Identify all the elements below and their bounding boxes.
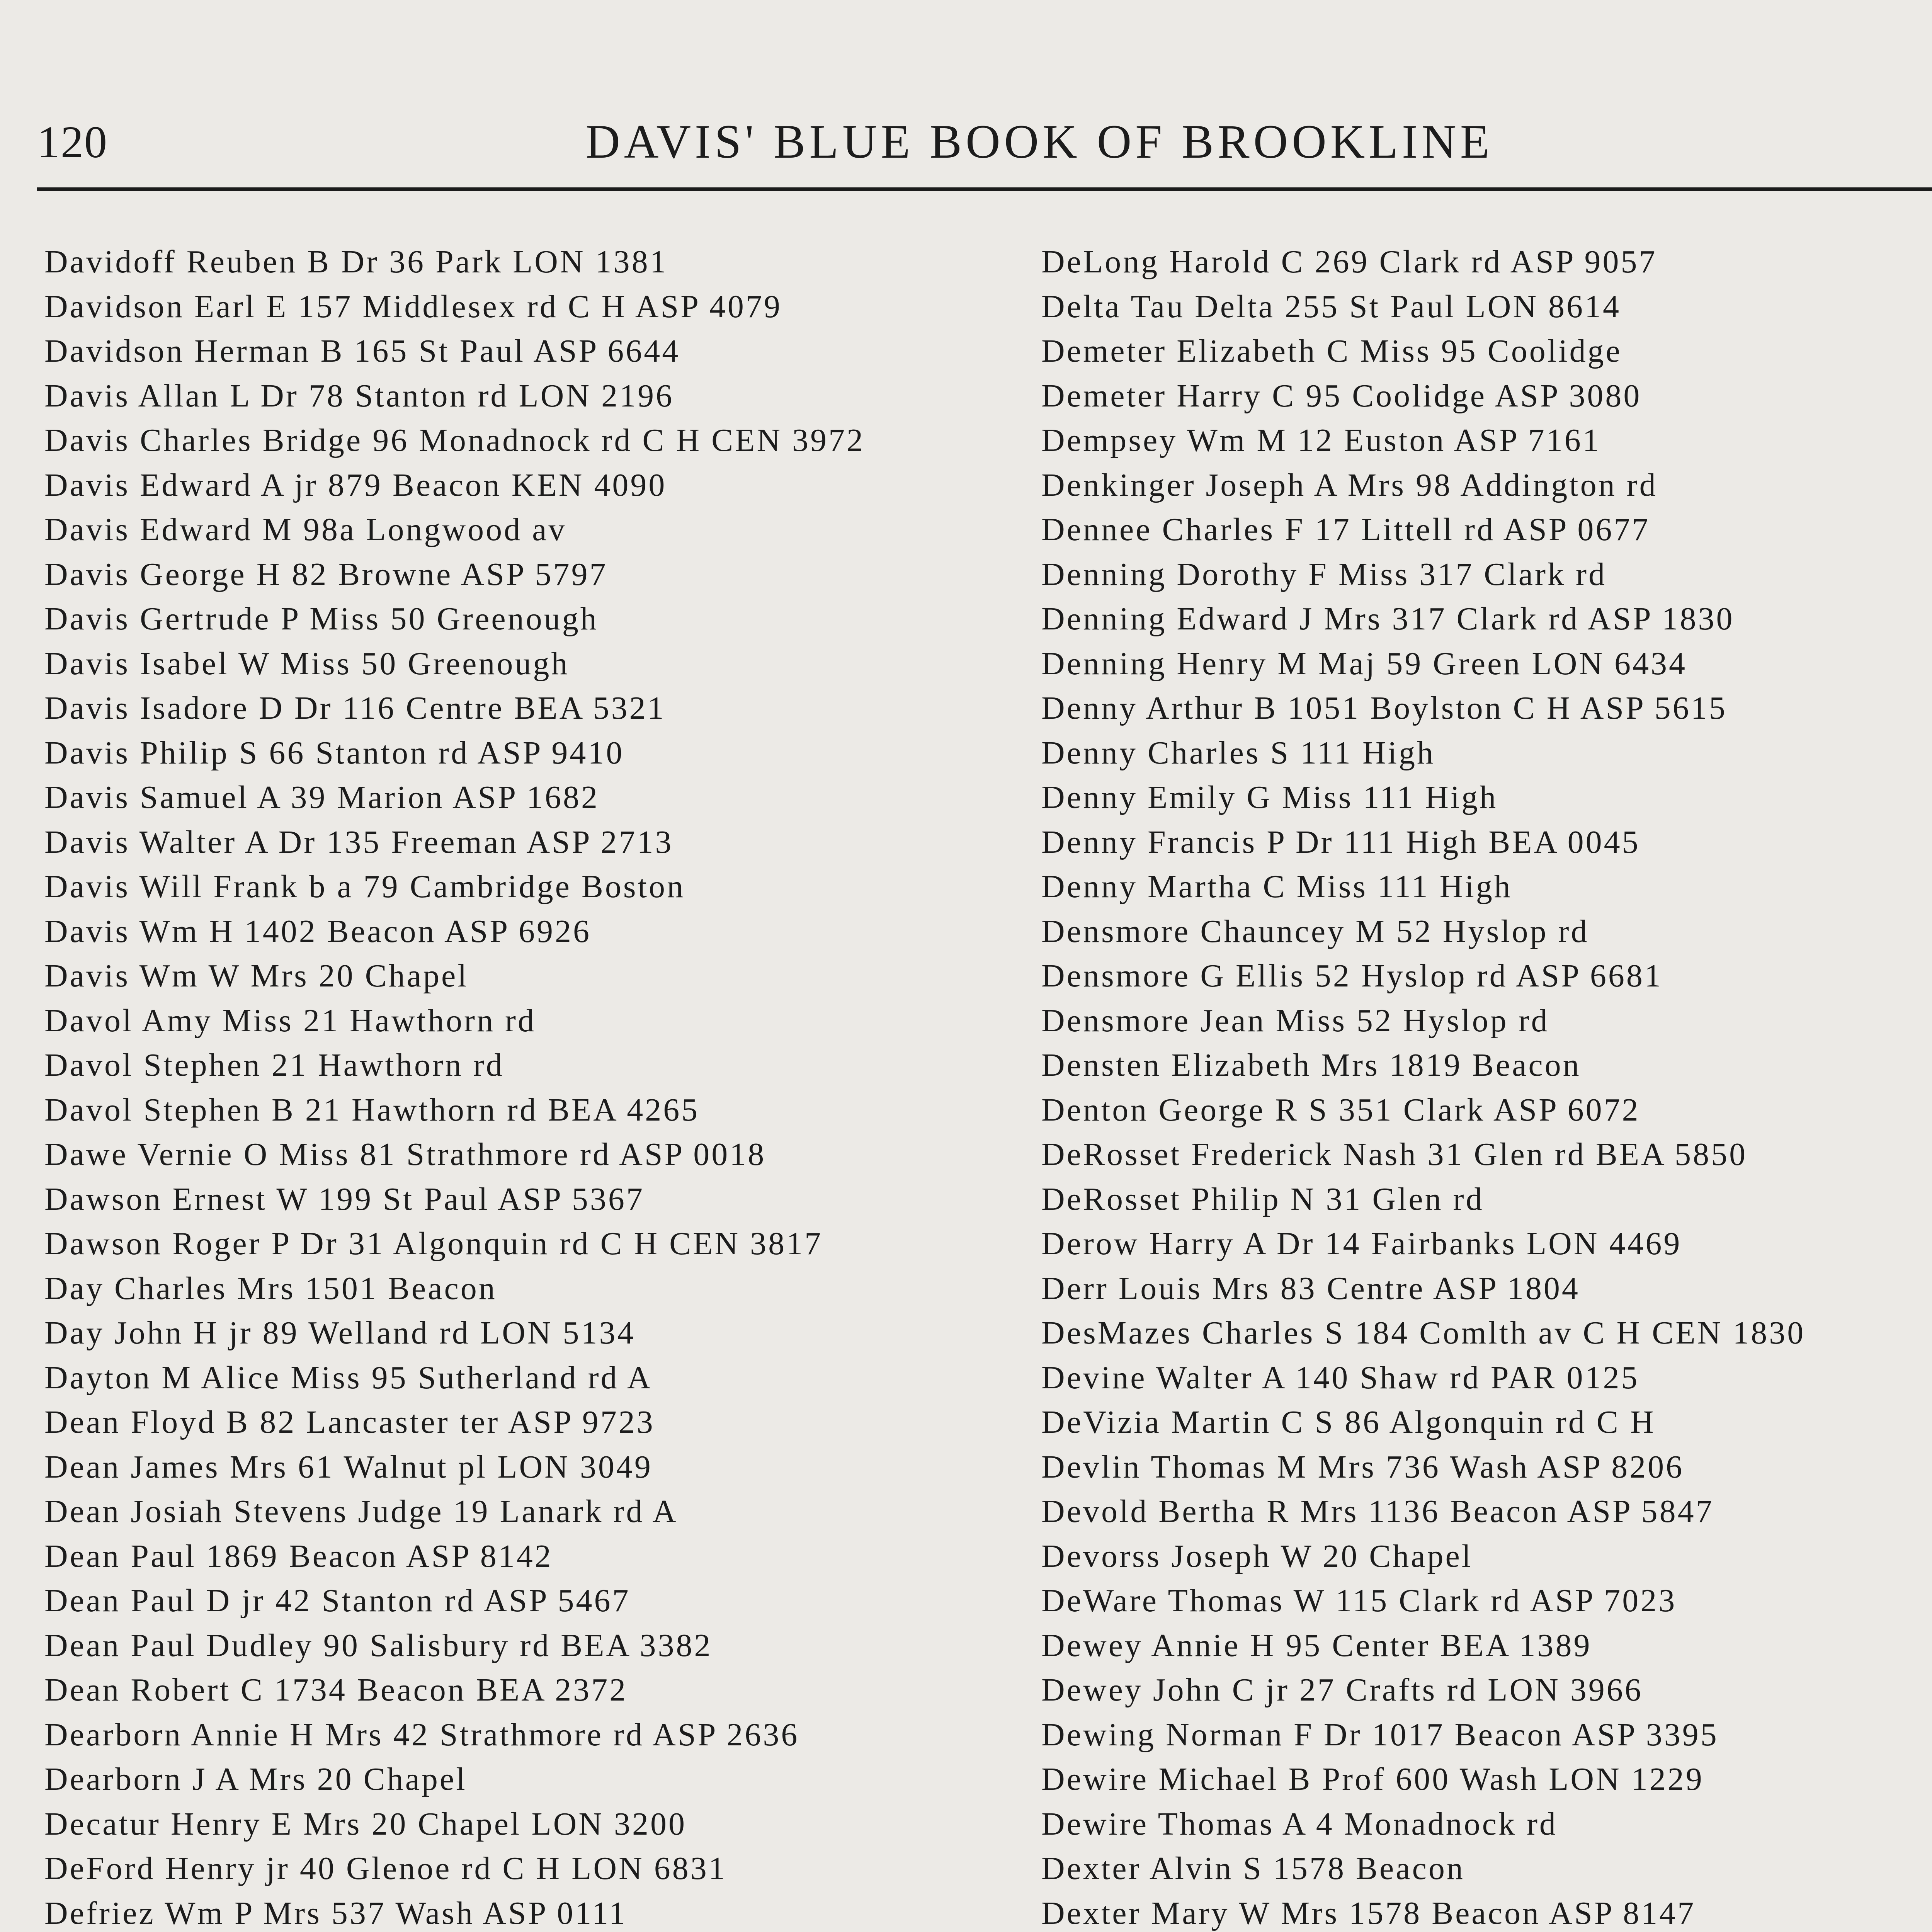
- directory-entry: Dawson Roger P Dr 31 Algonquin rd C H CEN 3817: [44, 1226, 823, 1262]
- directory-entry: Defriez Wm P Mrs 537 Wash ASP 0111: [44, 1895, 627, 1931]
- running-head: DAVIS' BLUE BOOK OF BROOKLINE: [585, 115, 1493, 168]
- directory-entry: Denny Martha C Miss 111 High: [1041, 869, 1512, 905]
- directory-entry: Devlin Thomas M Mrs 736 Wash ASP 8206: [1041, 1449, 1684, 1485]
- directory-entry: Densmore G Ellis 52 Hyslop rd ASP 6681: [1041, 958, 1663, 994]
- directory-entry: Davis Wm H 1402 Beacon ASP 6926: [44, 913, 591, 949]
- directory-entry: Dean Robert C 1734 Beacon BEA 2372: [44, 1672, 628, 1708]
- directory-entry: Devorss Joseph W 20 Chapel: [1041, 1538, 1473, 1574]
- directory-entry: Davol Stephen B 21 Hawthorn rd BEA 4265: [44, 1092, 700, 1128]
- directory-entry: Dewire Thomas A 4 Monadnock rd: [1041, 1806, 1558, 1842]
- directory-entry: DeWare Thomas W 115 Clark rd ASP 7023: [1041, 1583, 1677, 1619]
- directory-entry: Densmore Jean Miss 52 Hyslop rd: [1041, 1002, 1549, 1039]
- directory-entry: Densten Elizabeth Mrs 1819 Beacon: [1041, 1047, 1581, 1083]
- directory-entry: Denny Charles S 111 High: [1041, 735, 1435, 771]
- directory-entry: Day John H jr 89 Welland rd LON 5134: [44, 1315, 636, 1351]
- directory-entry: Denkinger Joseph A Mrs 98 Addington rd: [1041, 467, 1658, 503]
- directory-entry: Denning Henry M Maj 59 Green LON 6434: [1041, 645, 1687, 682]
- directory-entry: Dayton M Alice Miss 95 Sutherland rd A: [44, 1359, 653, 1396]
- directory-entry: Derow Harry A Dr 14 Fairbanks LON 4469: [1041, 1226, 1682, 1262]
- directory-entry: Dexter Alvin S 1578 Beacon: [1041, 1850, 1465, 1886]
- directory-entry: Devold Bertha R Mrs 1136 Beacon ASP 5847: [1041, 1493, 1714, 1529]
- directory-entry: Denning Edward J Mrs 317 Clark rd ASP 1830: [1041, 601, 1735, 637]
- directory-entry: Davis Isabel W Miss 50 Greenough: [44, 645, 570, 682]
- directory-entry: Dewey John C jr 27 Crafts rd LON 3966: [1041, 1672, 1643, 1708]
- directory-entry: Denny Francis P Dr 111 High BEA 0045: [1041, 824, 1640, 860]
- directory-entry: Dewing Norman F Dr 1017 Beacon ASP 3395: [1041, 1716, 1719, 1753]
- directory-entry: DeFord Henry jr 40 Glenoe rd C H LON 6831: [44, 1850, 727, 1886]
- directory-entry: Dean Paul Dudley 90 Salisbury rd BEA 3382: [44, 1627, 713, 1663]
- directory-entry: DeLong Harold C 269 Clark rd ASP 9057: [1041, 244, 1657, 280]
- directory-entry: Dearborn Annie H Mrs 42 Strathmore rd ASP 2636: [44, 1716, 799, 1753]
- directory-entry: Demeter Harry C 95 Coolidge ASP 3080: [1041, 378, 1642, 414]
- directory-entry: Day Charles Mrs 1501 Beacon: [44, 1270, 497, 1306]
- directory-entry: Dawson Ernest W 199 St Paul ASP 5367: [44, 1181, 645, 1217]
- directory-entry: Davidoff Reuben B Dr 36 Park LON 1381: [44, 244, 668, 280]
- directory-entry: Dean Floyd B 82 Lancaster ter ASP 9723: [44, 1404, 655, 1440]
- directory-entry: Denton George R S 351 Clark ASP 6072: [1041, 1092, 1640, 1128]
- directory-column-left: [44, 240, 1010, 1932]
- page-number: 120: [37, 117, 108, 167]
- directory-entry: Denny Emily G Miss 111 High: [1041, 779, 1498, 815]
- directory-entry: Dewire Michael B Prof 600 Wash LON 1229: [1041, 1761, 1704, 1797]
- directory-entry: Davis Isadore D Dr 116 Centre BEA 5321: [44, 690, 666, 726]
- directory-entry: Davis Wm W Mrs 20 Chapel: [44, 958, 469, 994]
- directory-entry: Davis Edward A jr 879 Beacon KEN 4090: [44, 467, 667, 503]
- directory-entry: Derr Louis Mrs 83 Centre ASP 1804: [1041, 1270, 1580, 1306]
- directory-entry: Densmore Chauncey M 52 Hyslop rd: [1041, 913, 1589, 949]
- directory-entry: DeRosset Philip N 31 Glen rd: [1041, 1181, 1484, 1217]
- directory-entry: Dean Josiah Stevens Judge 19 Lanark rd A: [44, 1493, 678, 1529]
- directory-entry: Decatur Henry E Mrs 20 Chapel LON 3200: [44, 1806, 687, 1842]
- directory-entry: Denning Dorothy F Miss 317 Clark rd: [1041, 556, 1607, 592]
- directory-entry: Davis Philip S 66 Stanton rd ASP 9410: [44, 735, 624, 771]
- directory-entry: Davis Allan L Dr 78 Stanton rd LON 2196: [44, 378, 674, 414]
- directory-entry: Davis Gertrude P Miss 50 Greenough: [44, 601, 599, 637]
- directory-entry: Davis Will Frank b a 79 Cambridge Boston: [44, 869, 685, 905]
- directory-entry: Dean Paul D jr 42 Stanton rd ASP 5467: [44, 1583, 631, 1619]
- directory-entry: Dearborn J A Mrs 20 Chapel: [44, 1761, 467, 1797]
- directory-entry: DeVizia Martin C S 86 Algonquin rd C H: [1041, 1404, 1656, 1440]
- directory-entry: Dean Paul 1869 Beacon ASP 8142: [44, 1538, 553, 1574]
- directory-entry: Demeter Elizabeth C Miss 95 Coolidge: [1041, 333, 1622, 369]
- directory-entry: Davidson Herman B 165 St Paul ASP 6644: [44, 333, 680, 369]
- directory-entry: Dawe Vernie O Miss 81 Strathmore rd ASP 0018: [44, 1136, 766, 1172]
- directory-entry: Davis Edward M 98a Longwood av: [44, 512, 567, 548]
- directory-entry: Denny Arthur B 1051 Boylston C H ASP 5615: [1041, 690, 1727, 726]
- directory-entry: Davis Walter A Dr 135 Freeman ASP 2713: [44, 824, 673, 860]
- directory-entry: Dempsey Wm M 12 Euston ASP 7161: [1041, 422, 1601, 458]
- header-rule: [37, 187, 1932, 191]
- directory-entry: Davol Stephen 21 Hawthorn rd: [44, 1047, 504, 1083]
- directory-entry: Delta Tau Delta 255 St Paul LON 8614: [1041, 288, 1621, 325]
- directory-entry: Davol Amy Miss 21 Hawthorn rd: [44, 1002, 536, 1039]
- directory-entry: Davis George H 82 Browne ASP 5797: [44, 556, 608, 592]
- directory-entry: Dewey Annie H 95 Center BEA 1389: [1041, 1627, 1592, 1663]
- directory-entry: Dexter Mary W Mrs 1578 Beacon ASP 8147: [1041, 1895, 1696, 1931]
- directory-entry: Devine Walter A 140 Shaw rd PAR 0125: [1041, 1359, 1639, 1396]
- directory-column-right: [1041, 240, 1932, 1932]
- directory-entry: Dean James Mrs 61 Walnut pl LON 3049: [44, 1449, 653, 1485]
- directory-entry: DeRosset Frederick Nash 31 Glen rd BEA 5850: [1041, 1136, 1748, 1172]
- directory-entry: DesMazes Charles S 184 Comlth av C H CEN 1830: [1041, 1315, 1806, 1351]
- directory-entry: Davis Samuel A 39 Marion ASP 1682: [44, 779, 599, 815]
- directory-entry: Davidson Earl E 157 Middlesex rd C H ASP 4079: [44, 288, 782, 325]
- directory-entry: Dennee Charles F 17 Littell rd ASP 0677: [1041, 512, 1650, 548]
- directory-entry: Davis Charles Bridge 96 Monadnock rd C H CEN 3972: [44, 422, 865, 458]
